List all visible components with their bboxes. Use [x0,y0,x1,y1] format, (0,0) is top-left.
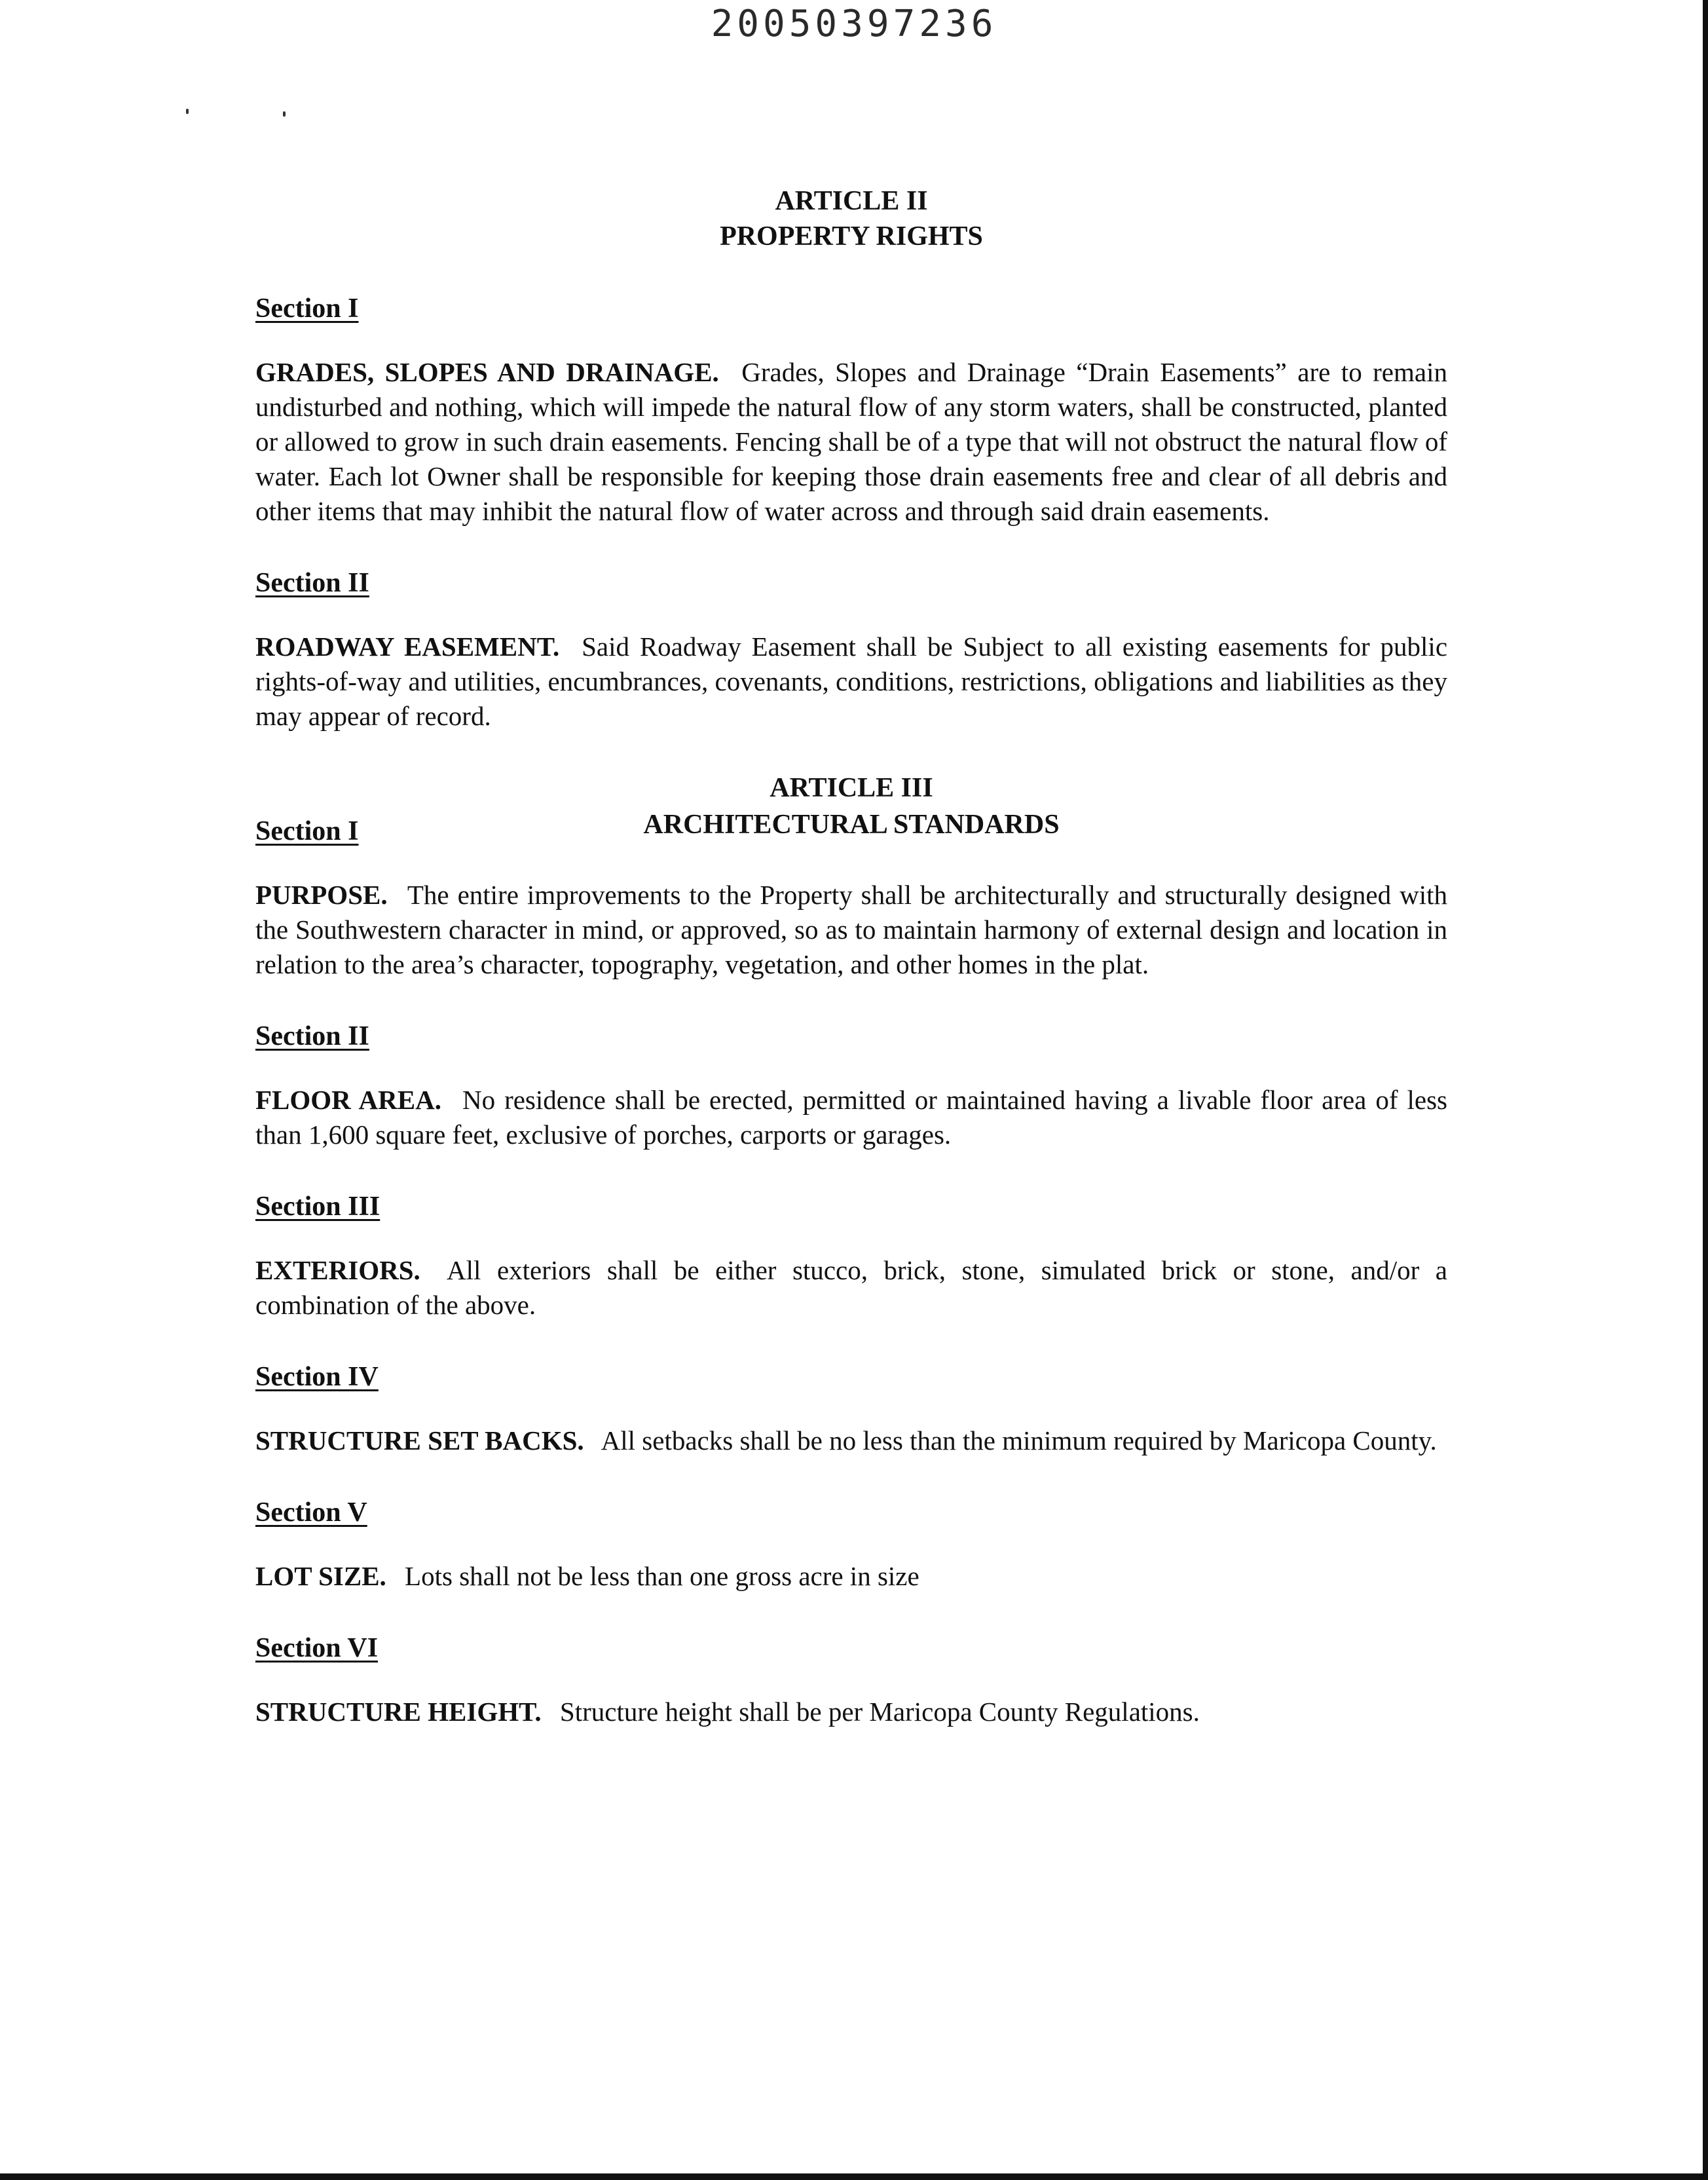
section-text: The entire improvements to the Property shall be architecturally and structurally designed with the Southwestern character in mind, or approved, so as to maintain harmony of external design and location in relation to the area’s character, topography, vegetation, and other homes in the plat. [255,880,1447,979]
section-paragraph [255,1253,1447,1323]
section-paragraph [255,1423,1447,1458]
section-text: All exteriors shall be either stucco, brick, stone, simulated brick or stone, and/or a combination of the above. [255,1255,1447,1320]
scan-speck [283,111,286,117]
section-paragraph [255,1559,1447,1594]
section-lead: FLOOR AREA. [255,1085,441,1115]
document-body [255,183,1447,1729]
section-text: Grades, Slopes and Drainage “Drain Easements” are to remain undisturbed and nothing, which will impede the natural flow of any storm waters, shall be constructed, planted or allowed to grow in such drain easements. Fencing shall be of a type that will not obstruct the natural flow of water. Each lot Owner shall be responsible for keeping those drain easements free and clear of all debris and other items that may inhibit the natural flow of water across and through said drain easements. [255,357,1447,526]
section-lead: GRADES, SLOPES AND DRAINAGE. [255,357,719,387]
section-lead: ROADWAY EASEMENT. [255,631,560,662]
section-lead: LOT SIZE. [255,1561,386,1591]
section-label: Section I [255,293,359,324]
section-paragraph [255,1695,1447,1729]
article-title: ARCHITECTURAL STANDARDS [643,810,1060,840]
section-label: Section VI [255,1633,379,1663]
section-label: Section IV [255,1362,379,1392]
document-number: 20050397236 [711,3,997,45]
section-paragraph [255,355,1447,529]
section-paragraph [255,1083,1447,1152]
article-title: PROPERTY RIGHTS [720,221,983,252]
section-label: Section III [255,1192,381,1222]
section-text: No residence shall be erected, permitted or maintained having a livable floor area of less than 1,600 square feet, exclusive of porches, carports or garages. [255,1085,1448,1150]
article-heading: ARTICLE III [770,773,933,803]
section-label: Section V [255,1497,367,1528]
section-paragraph [255,878,1447,982]
section-text: All setbacks shall be no less than the minimum required by Maricopa County. [601,1425,1437,1456]
section-lead: PURPOSE. [255,880,388,910]
section-label: Section II [255,568,369,598]
section-label: Section I [255,816,359,846]
section-lead: STRUCTURE HEIGHT. [255,1697,542,1727]
section-lead: STRUCTURE SET BACKS. [255,1425,584,1456]
section-lead: EXTERIORS. [255,1255,420,1285]
section-label: Section II [255,1021,369,1051]
article-heading: ARTICLE II [775,186,928,216]
section-text: Structure height shall be per Maricopa County Regulations. [559,1697,1200,1727]
scan-speck [186,109,189,114]
section-text: Said Roadway Easement shall be Subject to all existing easements for public rights-of-way and utilities, encumbrances, covenants, conditions, restrictions, obligations and liabilities as they may appear of record. [255,631,1448,731]
section-paragraph [255,630,1447,734]
section-text: Lots shall not be less than one gross acre in size [405,1561,919,1591]
